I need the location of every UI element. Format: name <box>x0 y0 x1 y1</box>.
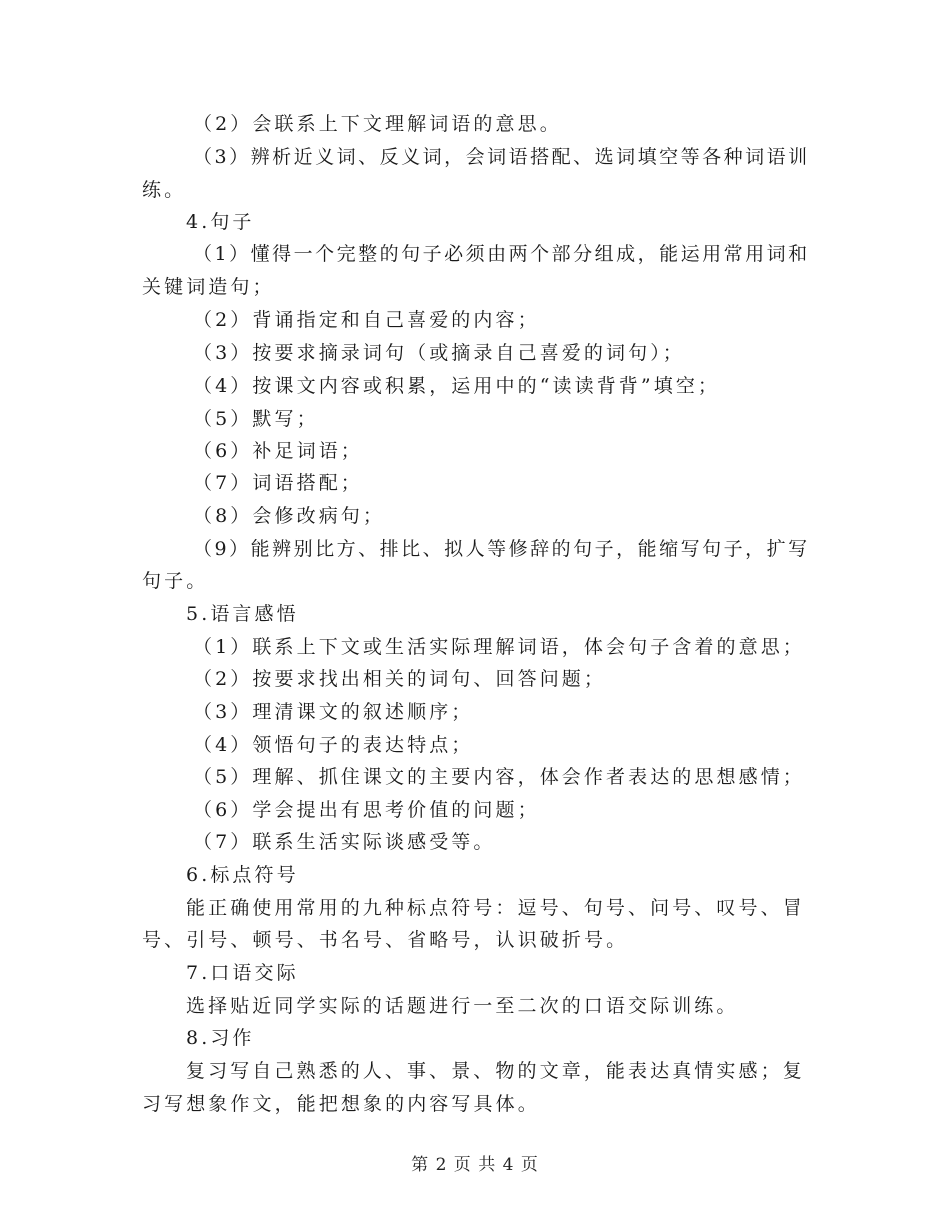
paragraph-line: （9）能辨别比方、排比、拟人等修辞的句子，能缩写句子，扩写 <box>193 538 810 560</box>
paragraph-line: （1）联系上下文或生活实际理解词语，体会句子含着的意思； <box>193 636 805 658</box>
page-number-footer: 第 2 页 共 4 页 <box>411 1155 539 1175</box>
section-heading-speaking: 7.口语交际 <box>186 962 299 984</box>
paragraph-line: 句子。 <box>142 570 209 592</box>
paragraph-line: （2）会联系上下文理解词语的意思。 <box>193 113 562 135</box>
paragraph-line: （5）理解、抓住课文的主要内容，体会作者表达的思想感情； <box>193 766 805 788</box>
paragraph-line: （2）背诵指定和自己喜爱的内容； <box>193 309 540 331</box>
paragraph-line: （3）按要求摘录词句（或摘录自己喜爱的词句）； <box>193 342 685 364</box>
section-heading-sentences: 4.句子 <box>186 211 255 233</box>
paragraph-line: （7）联系生活实际谈感受等。 <box>193 831 496 853</box>
paragraph-line: 能正确使用常用的九种标点符号：逗号、句号、问号、叹号、冒 <box>186 897 805 919</box>
paragraph-line: 关键词造句； <box>142 276 275 298</box>
paragraph-line: 复习写自己熟悉的人、事、景、物的文章，能表达真情实感；复 <box>186 1060 805 1082</box>
paragraph-line: 号、引号、顿号、书名号、省略号，认识破折号。 <box>142 929 629 951</box>
paragraph-line: （4）领悟句子的表达特点； <box>193 734 474 756</box>
paragraph-line: （2）按要求找出相关的词句、回答问题； <box>193 668 606 690</box>
section-heading-writing: 8.习作 <box>186 1027 255 1049</box>
paragraph-line: （3）辨析近义词、反义词，会词语搭配、选词填空等各种词语训 <box>193 146 810 168</box>
paragraph-line: 练。 <box>142 179 187 201</box>
paragraph-line: （6）学会提出有思考价值的问题； <box>193 799 540 821</box>
paragraph-line: 选择贴近同学实际的话题进行一至二次的口语交际训练。 <box>186 995 739 1017</box>
section-heading-punctuation: 6.标点符号 <box>186 864 299 886</box>
paragraph-line: （4）按课文内容或积累，运用中的“读读背背”填空； <box>193 375 721 397</box>
paragraph-line: 习写想象作文，能把想象的内容写具体。 <box>142 1093 540 1115</box>
paragraph-line: （6）补足词语； <box>193 440 363 462</box>
paragraph-line: （3）理清课文的叙述顺序； <box>193 701 474 723</box>
paragraph-line: （1）懂得一个完整的句子必须由两个部分组成，能运用常用词和 <box>193 243 810 265</box>
paragraph-line: （7）词语搭配； <box>193 472 363 494</box>
paragraph-line: （8）会修改病句； <box>193 505 385 527</box>
paragraph-line: （5）默写； <box>193 408 319 430</box>
section-heading-language: 5.语言感悟 <box>186 603 299 625</box>
